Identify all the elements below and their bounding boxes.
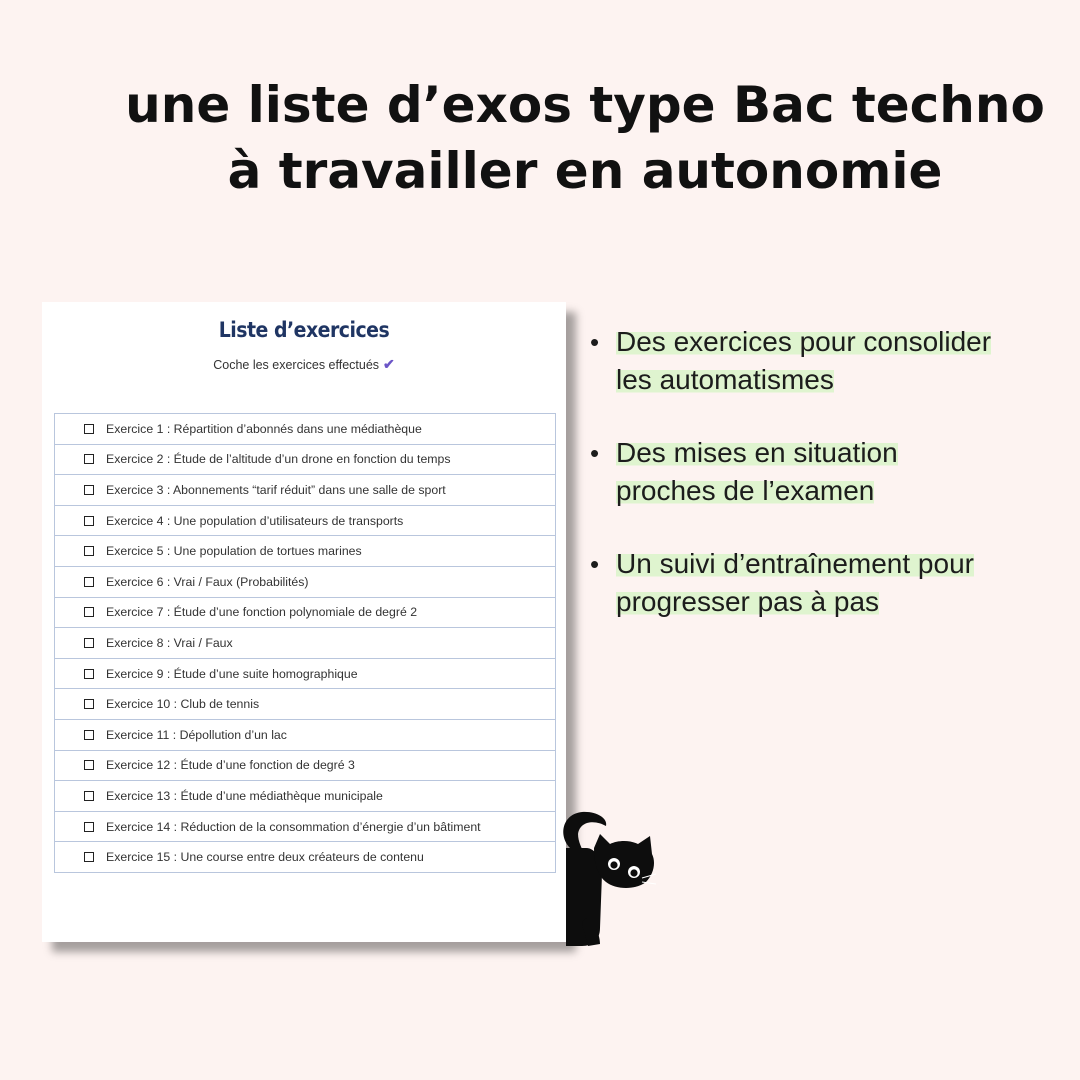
exercise-row	[55, 751, 555, 782]
exercise-label: Exercice 4 : Une population d’utilisateurs de transports	[106, 513, 404, 528]
feature-list	[588, 323, 1068, 656]
exercise-label: Exercice 10 : Club de tennis	[106, 697, 260, 712]
exercise-row	[55, 567, 555, 598]
feature-line-2: les automatismes	[616, 364, 834, 395]
exercise-row	[55, 598, 555, 629]
exercise-label: Exercice 7 : Étude d’une fonction polynomiale de degré 2	[106, 605, 418, 620]
exercise-sheet	[42, 302, 566, 942]
checkbox-icon[interactable]	[84, 546, 94, 556]
exercise-row	[55, 628, 555, 659]
checkbox-icon[interactable]	[84, 607, 94, 617]
exercise-label: Exercice 14 : Réduction de la consommation d’énergie d’un bâtiment	[106, 819, 481, 834]
exercise-label: Exercice 5 : Une population de tortues marines	[106, 544, 362, 559]
check-icon: ✔	[383, 356, 395, 372]
bullet-icon: •	[590, 549, 600, 579]
exercise-row	[55, 536, 555, 567]
checkbox-icon[interactable]	[84, 577, 94, 587]
exercise-label: Exercice 13 : Étude d’une médiathèque municipale	[106, 788, 383, 803]
feature-line-2: progresser pas à pas	[616, 586, 880, 617]
black-cat-illustration	[556, 808, 660, 950]
checkbox-icon[interactable]	[84, 516, 94, 526]
exercise-row	[55, 659, 555, 690]
checkbox-icon[interactable]	[84, 454, 94, 464]
feature-item	[588, 545, 1068, 621]
feature-line-1: Un suivi d’entraînement pour	[616, 548, 974, 579]
exercise-row	[55, 720, 555, 751]
sheet-title: Liste d’exercices	[218, 318, 390, 342]
feature-item	[588, 434, 1068, 510]
checkbox-icon[interactable]	[84, 760, 94, 770]
headline	[90, 72, 1080, 204]
exercise-row	[55, 781, 555, 812]
checkbox-icon[interactable]	[84, 730, 94, 740]
feature-line-1: Des exercices pour consolider	[616, 326, 992, 357]
exercise-row	[55, 414, 555, 445]
exercise-label: Exercice 2 : Étude de l’altitude d’un drone en fonction du temps	[106, 452, 451, 467]
exercise-row	[55, 812, 555, 843]
exercise-row	[55, 475, 555, 506]
exercise-row	[55, 689, 555, 720]
exercise-row	[55, 445, 555, 476]
exercise-label: Exercice 8 : Vrai / Faux	[106, 635, 233, 650]
checkbox-icon[interactable]	[84, 424, 94, 434]
checkbox-icon[interactable]	[84, 669, 94, 679]
bullet-icon: •	[590, 438, 600, 468]
exercise-row	[55, 506, 555, 537]
exercise-list	[54, 413, 556, 873]
checkbox-icon[interactable]	[84, 699, 94, 709]
exercise-label: Exercice 3 : Abonnements “tarif réduit” dans une salle de sport	[106, 482, 446, 497]
feature-item	[588, 323, 1068, 399]
exercise-label: Exercice 12 : Étude d’une fonction de degré 3	[106, 758, 355, 773]
exercise-label: Exercice 15 : Une course entre deux créateurs de contenu	[106, 850, 424, 865]
feature-line-2: proches de l’examen	[616, 475, 875, 506]
checkbox-icon[interactable]	[84, 852, 94, 862]
sheet-subtitle-text: Coche les exercices effectués	[213, 358, 380, 372]
checkbox-icon[interactable]	[84, 791, 94, 801]
exercise-label: Exercice 6 : Vrai / Faux (Probabilités)	[106, 574, 309, 589]
exercise-label: Exercice 1 : Répartition d’abonnés dans une médiathèque	[106, 421, 422, 436]
feature-line-1: Des mises en situation	[616, 437, 898, 468]
checkbox-icon[interactable]	[84, 485, 94, 495]
bullet-icon: •	[590, 327, 600, 357]
exercise-label: Exercice 11 : Dépollution d’un lac	[106, 727, 287, 742]
exercise-row	[55, 842, 555, 873]
headline-line-1: une liste d’exos type Bac techno	[125, 76, 1045, 134]
checkbox-icon[interactable]	[84, 638, 94, 648]
cat-head	[594, 834, 654, 888]
sheet-subtitle	[42, 356, 566, 373]
headline-line-2: à travailler en autonomie	[227, 142, 943, 200]
checkbox-icon[interactable]	[84, 822, 94, 832]
exercise-label: Exercice 9 : Étude d’une suite homographique	[106, 666, 358, 681]
